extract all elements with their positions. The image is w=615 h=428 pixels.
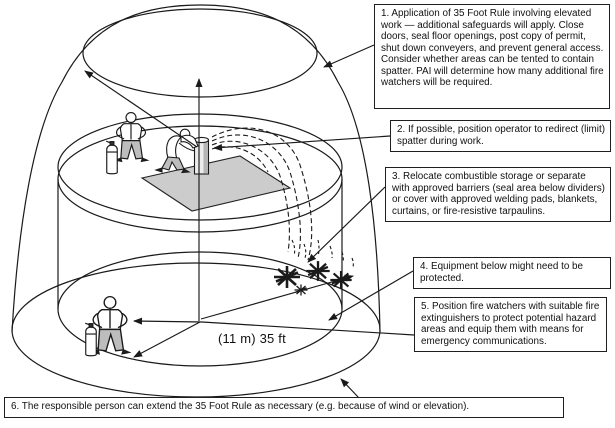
- callout-box-4: 4. Equipment below might need to be protected.: [413, 257, 611, 289]
- fire-extinguisher-icon: [85, 323, 96, 356]
- callout-box-2: 2. If possible, position operator to redirect (limit) spatter during work.: [390, 120, 611, 152]
- leader-arrow-6: [341, 379, 359, 398]
- welder-figure: [156, 129, 198, 172]
- radius-label: (11 m) 35 ft: [218, 331, 286, 346]
- leader-arrow-1: [324, 45, 374, 67]
- callout-box-3: 3. Relocate combustible storage or separate with approved barriers (seal area below dividers) or cover with approved welding pads, blankets, curtains, or fire-resistive tarpaulins.: [385, 167, 611, 222]
- top-opening-ellipse: [83, 9, 317, 97]
- leader-arrow-3: [308, 187, 385, 262]
- callout-box-1: 1. Application of 35 Foot Rule involving elevated work — additional safeguards will apply. Close doors, seal floor openings, post copy of permit, shut down conveyers, and prevent general access. Consider whether areas can be tented to contain spatter. PAI will determine how many additional fire watchers will be required.: [374, 4, 610, 109]
- radius-arrow-edge: [134, 322, 200, 357]
- gas-cylinder-icon: [106, 141, 117, 174]
- fire-watcher-lower-figure: [92, 297, 129, 354]
- callout-box-6: 6. The responsible person can extend the 35 Foot Rule as necessary (e.g. because of wind or elevation).: [4, 397, 564, 418]
- fire-watcher-upper-figure: [116, 113, 148, 162]
- callout-box-5: 5. Position fire watchers with suitable fire extinguishers to protect potential hazard areas and equip them with means for emergency communications.: [414, 297, 607, 352]
